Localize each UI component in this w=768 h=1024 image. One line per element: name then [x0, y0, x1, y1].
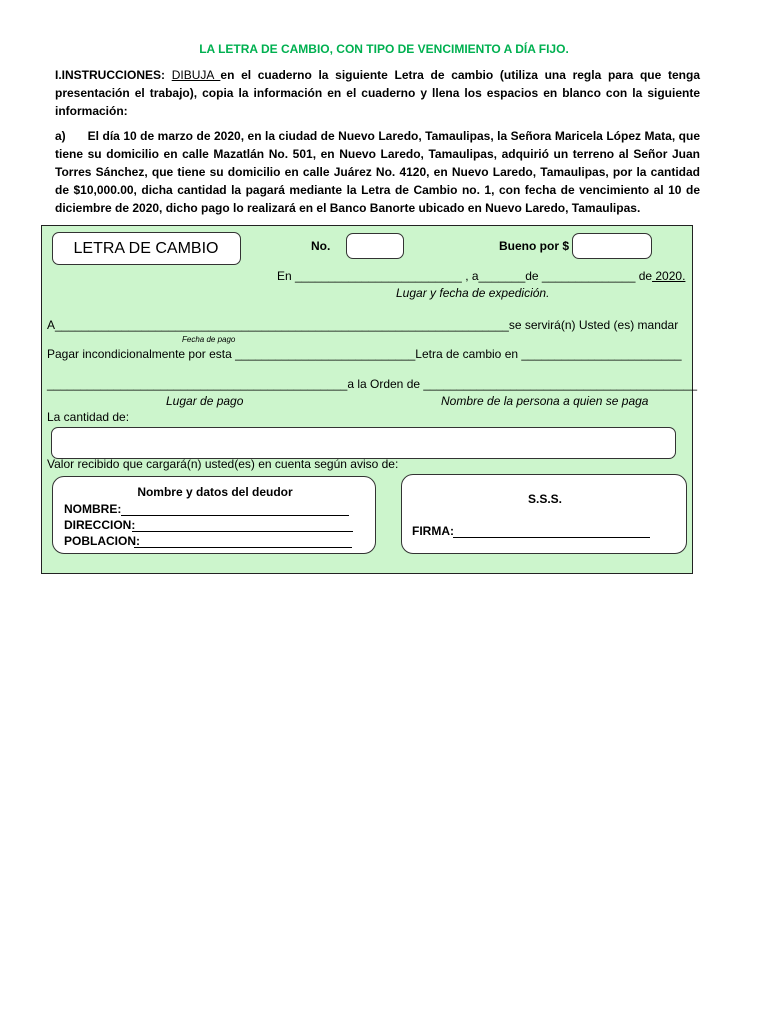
instructions-verb: DIBUJA — [171, 68, 221, 82]
page-title: LA LETRA DE CAMBIO, CON TIPO DE VENCIMIENTO A DÍA FIJO. — [199, 42, 569, 56]
debtor-address-line[interactable] — [132, 531, 353, 532]
number-field[interactable] — [346, 233, 404, 259]
debtor-heading: Nombre y datos del deudor — [137, 485, 293, 499]
place-date-caption: Lugar y fecha de expedición. — [396, 286, 550, 300]
debtor-name-label: NOMBRE: — [64, 502, 122, 516]
form-heading: LETRA DE CAMBIO — [73, 240, 219, 257]
debtor-box — [52, 476, 376, 554]
place-date-text: En _________________________ , a_______de ______________ de — [277, 269, 653, 283]
problem-text: El día 10 de marzo de 2020, en la ciudad de Nuevo Laredo, Tamaulipas, la Señora Maricela López Mata, que tiene su domicilio en calle Mazatlán No. 501, en Nuevo Laredo, Tamaulipas, adquirió un terreno al Señor Juan Torres Sánchez, que tiene su domicilio en calle Juárez No. 4120, en Nuevo Laredo, Tamaulipas, por la cantidad de $10,000.00, dicha cantidad la pagará mediante la Letra de Cambio no. 1, con fecha de vencimiento al 10 de diciembre de 2020, dicho pago lo realizará en el Banco Banorte ubicado en Nuevo Laredo, Tamaulipas. — [55, 129, 700, 215]
place-date-year: 2020. — [652, 269, 686, 283]
number-label: No. — [311, 239, 331, 253]
debtor-town-line[interactable] — [134, 547, 352, 548]
due-date-caption: Fecha de pago — [182, 335, 236, 344]
bill-of-exchange-form — [41, 225, 697, 574]
problem-paragraph — [55, 127, 700, 217]
place-date-line — [277, 269, 685, 283]
amount-words-field[interactable] — [51, 427, 676, 459]
drawee-line: A____________________________________________________________________se servirá(n) Usted (es) mandar — [47, 318, 679, 332]
payee-caption: Nombre de la persona a quien se paga — [441, 394, 649, 408]
debtor-address-label: DIRECCION: — [64, 518, 136, 532]
debtor-name-line[interactable] — [121, 515, 349, 516]
signature-line[interactable] — [453, 537, 650, 538]
bueno-por-label: Bueno por $ — [499, 239, 570, 253]
place-of-payment-caption: Lugar de pago — [166, 394, 244, 408]
signature-heading: S.S.S. — [527, 492, 562, 506]
instructions-paragraph — [55, 66, 700, 120]
signature-label: FIRMA: — [412, 524, 454, 538]
value-received-line: Valor recibido que cargará(n) usted(es) en cuenta según aviso de: — [47, 457, 399, 471]
problem-marker: a) — [55, 129, 66, 143]
instructions-text: en el cuaderno la siguiente Letra de cambio (utiliza una regla para que tenga presentación el trabajo), copia la información en el cuaderno y llena los espacios en blanco con la siguiente información: — [55, 68, 700, 118]
amount-field[interactable] — [572, 233, 652, 259]
amount-words-label: La cantidad de: — [47, 410, 130, 424]
debtor-town-label: POBLACION: — [64, 534, 140, 548]
signature-box — [401, 474, 687, 554]
pay-line: Pagar incondicionalmente por esta ___________________________Letra de cambio en ________________________ — [47, 347, 682, 361]
order-line: _____________________________________________a la Orden de _________________________________________ — [47, 377, 697, 391]
instructions-lead: I.INSTRUCCIONES: — [55, 68, 172, 82]
form-heading-box — [52, 232, 241, 265]
